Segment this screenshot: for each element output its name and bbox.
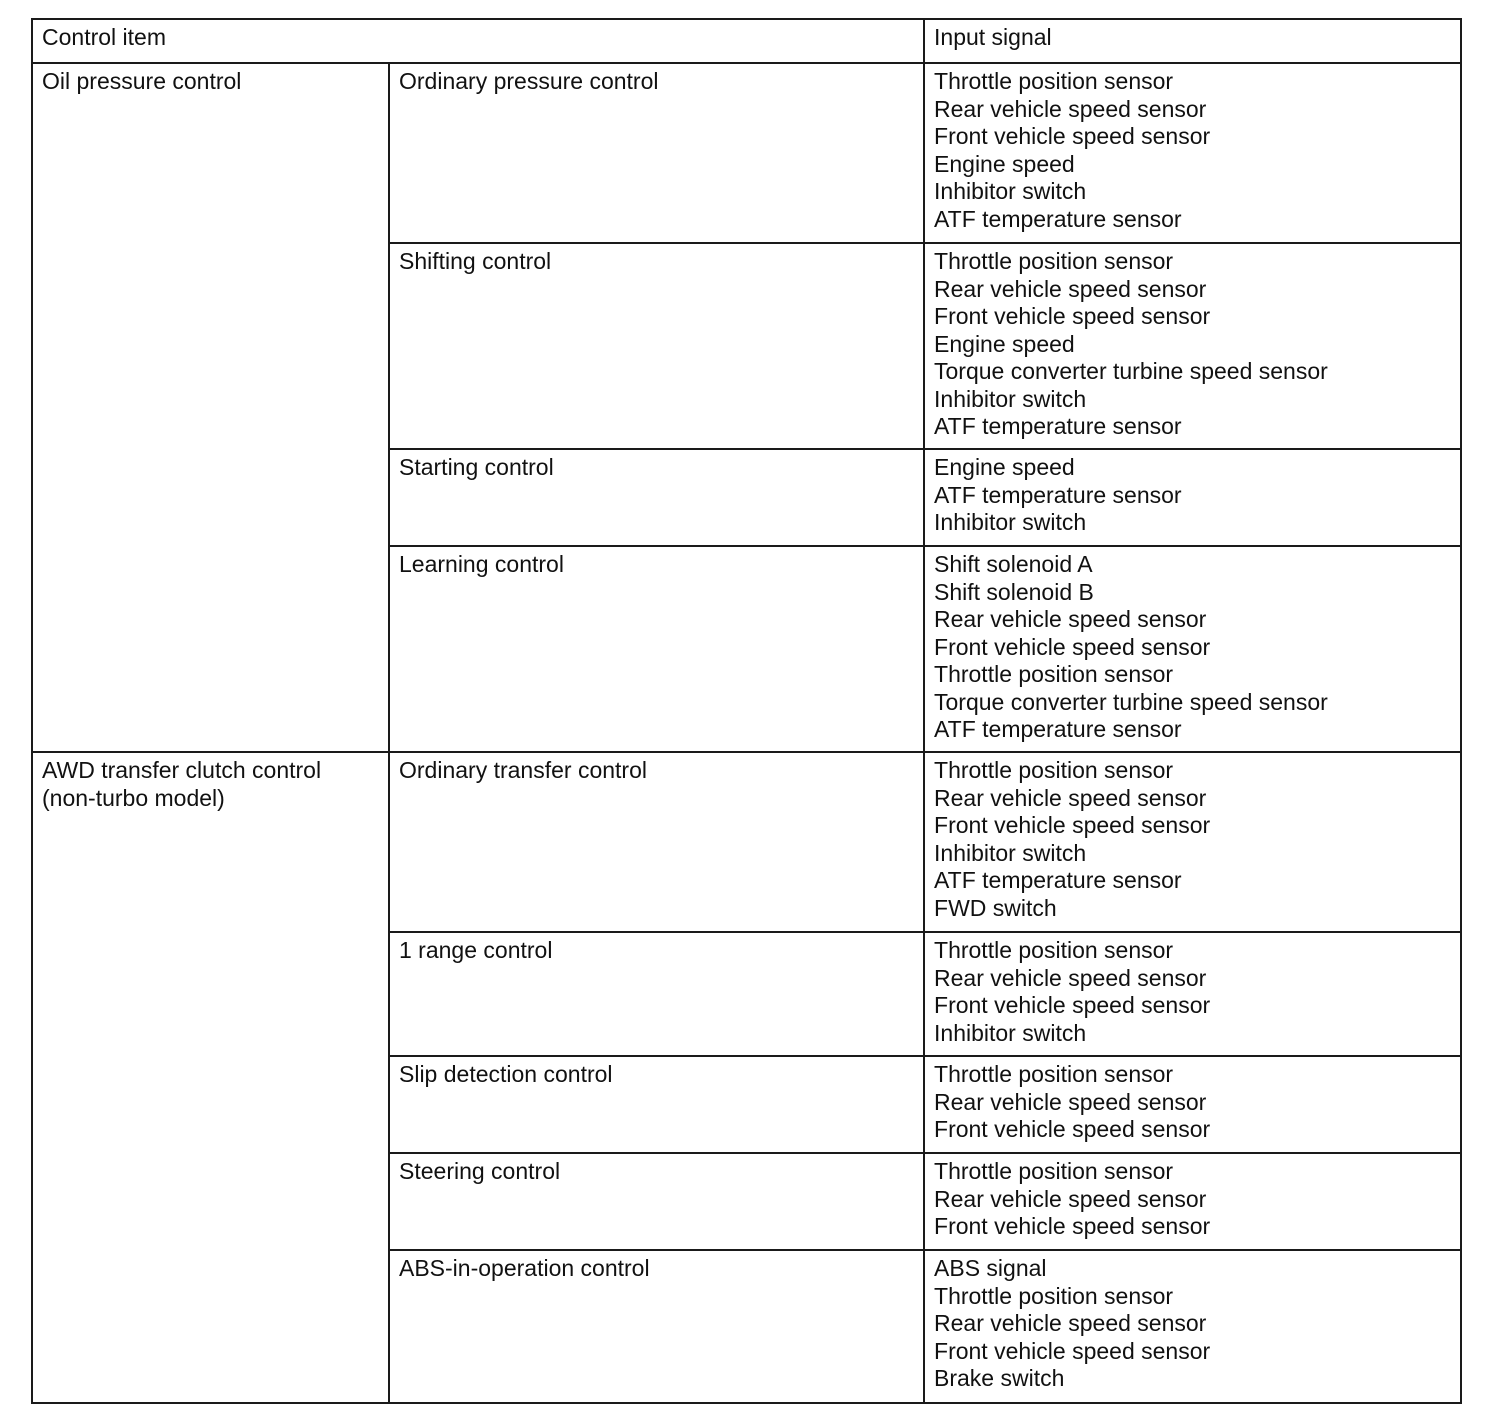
control-item-cell: ABS-in-operation control bbox=[389, 1250, 924, 1403]
control-item-cell: Starting control bbox=[389, 449, 924, 546]
input-signal-line: Brake switch bbox=[934, 1365, 1065, 1391]
input-signal-line: Engine speed bbox=[934, 454, 1075, 480]
input-signal-line: Throttle position sensor bbox=[934, 1158, 1174, 1184]
input-signal-line: Rear vehicle speed sensor bbox=[934, 964, 1207, 991]
input-signal-line: Front vehicle speed sensor bbox=[934, 123, 1211, 149]
control-item-cell: Learning control bbox=[389, 546, 924, 752]
input-signal-cell bbox=[924, 449, 1461, 546]
input-signal-line: Throttle position sensor bbox=[934, 248, 1174, 274]
input-signal-line: Front vehicle speed sensor bbox=[934, 1337, 1211, 1364]
input-signal-line: Throttle position sensor bbox=[934, 1061, 1174, 1087]
input-signal-line: Throttle position sensor bbox=[934, 937, 1174, 963]
input-signal-cell bbox=[924, 546, 1461, 752]
input-signal-line: Front vehicle speed sensor bbox=[934, 992, 1211, 1018]
group-label-line: (non-turbo model) bbox=[42, 784, 225, 811]
input-signal-line: ATF temperature sensor bbox=[934, 867, 1182, 893]
input-signal-line: Inhibitor switch bbox=[934, 178, 1087, 204]
input-signal-line: Throttle position sensor bbox=[934, 68, 1174, 94]
input-signal-line: Torque converter turbine speed sensor bbox=[934, 688, 1328, 715]
control-input-table bbox=[31, 18, 1462, 1404]
input-signal-line: Rear vehicle speed sensor bbox=[934, 1310, 1207, 1336]
input-signal-line: Torque converter turbine speed sensor bbox=[934, 358, 1328, 384]
input-signal-line: Shift solenoid B bbox=[934, 578, 1094, 605]
group-label-cell bbox=[32, 752, 389, 1403]
input-signal-line: Throttle position sensor bbox=[934, 1282, 1174, 1309]
input-signal-cell bbox=[924, 63, 1461, 243]
input-signal-line: Rear vehicle speed sensor bbox=[934, 1185, 1207, 1212]
input-signal-cell bbox=[924, 1056, 1461, 1153]
input-signal-cell bbox=[924, 932, 1461, 1056]
input-signal-line: Rear vehicle speed sensor bbox=[934, 275, 1207, 302]
input-signal-line: Front vehicle speed sensor bbox=[934, 1213, 1211, 1239]
input-signal-line: Rear vehicle speed sensor bbox=[934, 1088, 1207, 1115]
input-signal-line: Front vehicle speed sensor bbox=[934, 1116, 1211, 1142]
input-signal-line: Front vehicle speed sensor bbox=[934, 633, 1211, 660]
group-label-line: Oil pressure control bbox=[42, 68, 242, 94]
input-signal-cell bbox=[924, 1250, 1461, 1403]
input-signal-line: Front vehicle speed sensor bbox=[934, 303, 1211, 329]
input-signal-line: ATF temperature sensor bbox=[934, 413, 1182, 439]
input-signal-line: Rear vehicle speed sensor bbox=[934, 95, 1207, 122]
table-body bbox=[32, 19, 1461, 1403]
input-signal-cell bbox=[924, 243, 1461, 449]
table-row bbox=[32, 63, 1461, 243]
input-signal-line: Inhibitor switch bbox=[934, 1019, 1087, 1046]
input-signal-cell bbox=[924, 1153, 1461, 1250]
table-row bbox=[32, 752, 1461, 932]
group-label-line: AWD transfer clutch control bbox=[42, 757, 322, 783]
input-signal-line: Rear vehicle speed sensor bbox=[934, 784, 1207, 811]
input-signal-line: Engine speed bbox=[934, 330, 1075, 357]
header-row bbox=[32, 19, 1461, 63]
group-label-cell bbox=[32, 63, 389, 752]
header-control-item: Control item bbox=[32, 19, 924, 63]
input-signal-line: Engine speed bbox=[934, 150, 1075, 177]
input-signal-line: Inhibitor switch bbox=[934, 509, 1087, 535]
control-item-cell: Slip detection control bbox=[389, 1056, 924, 1153]
input-signal-line: Throttle position sensor bbox=[934, 661, 1174, 687]
control-item-cell: 1 range control bbox=[389, 932, 924, 1056]
header-input-signal: Input signal bbox=[924, 19, 1461, 63]
input-signal-line: ATF temperature sensor bbox=[934, 205, 1182, 232]
input-signal-cell bbox=[924, 752, 1461, 932]
control-item-cell: Ordinary pressure control bbox=[389, 63, 924, 243]
input-signal-line: ABS signal bbox=[934, 1255, 1047, 1281]
input-signal-line: Front vehicle speed sensor bbox=[934, 812, 1211, 838]
control-item-cell: Ordinary transfer control bbox=[389, 752, 924, 932]
control-item-cell: Steering control bbox=[389, 1153, 924, 1250]
input-signal-line: Inhibitor switch bbox=[934, 385, 1087, 412]
input-signal-line: FWD switch bbox=[934, 894, 1057, 921]
control-item-cell: Shifting control bbox=[389, 243, 924, 449]
input-signal-line: Rear vehicle speed sensor bbox=[934, 606, 1207, 632]
input-signal-line: ATF temperature sensor bbox=[934, 716, 1182, 742]
input-signal-line: ATF temperature sensor bbox=[934, 481, 1182, 508]
input-signal-line: Inhibitor switch bbox=[934, 839, 1087, 866]
input-signal-line: Shift solenoid A bbox=[934, 551, 1093, 577]
input-signal-line: Throttle position sensor bbox=[934, 757, 1174, 783]
